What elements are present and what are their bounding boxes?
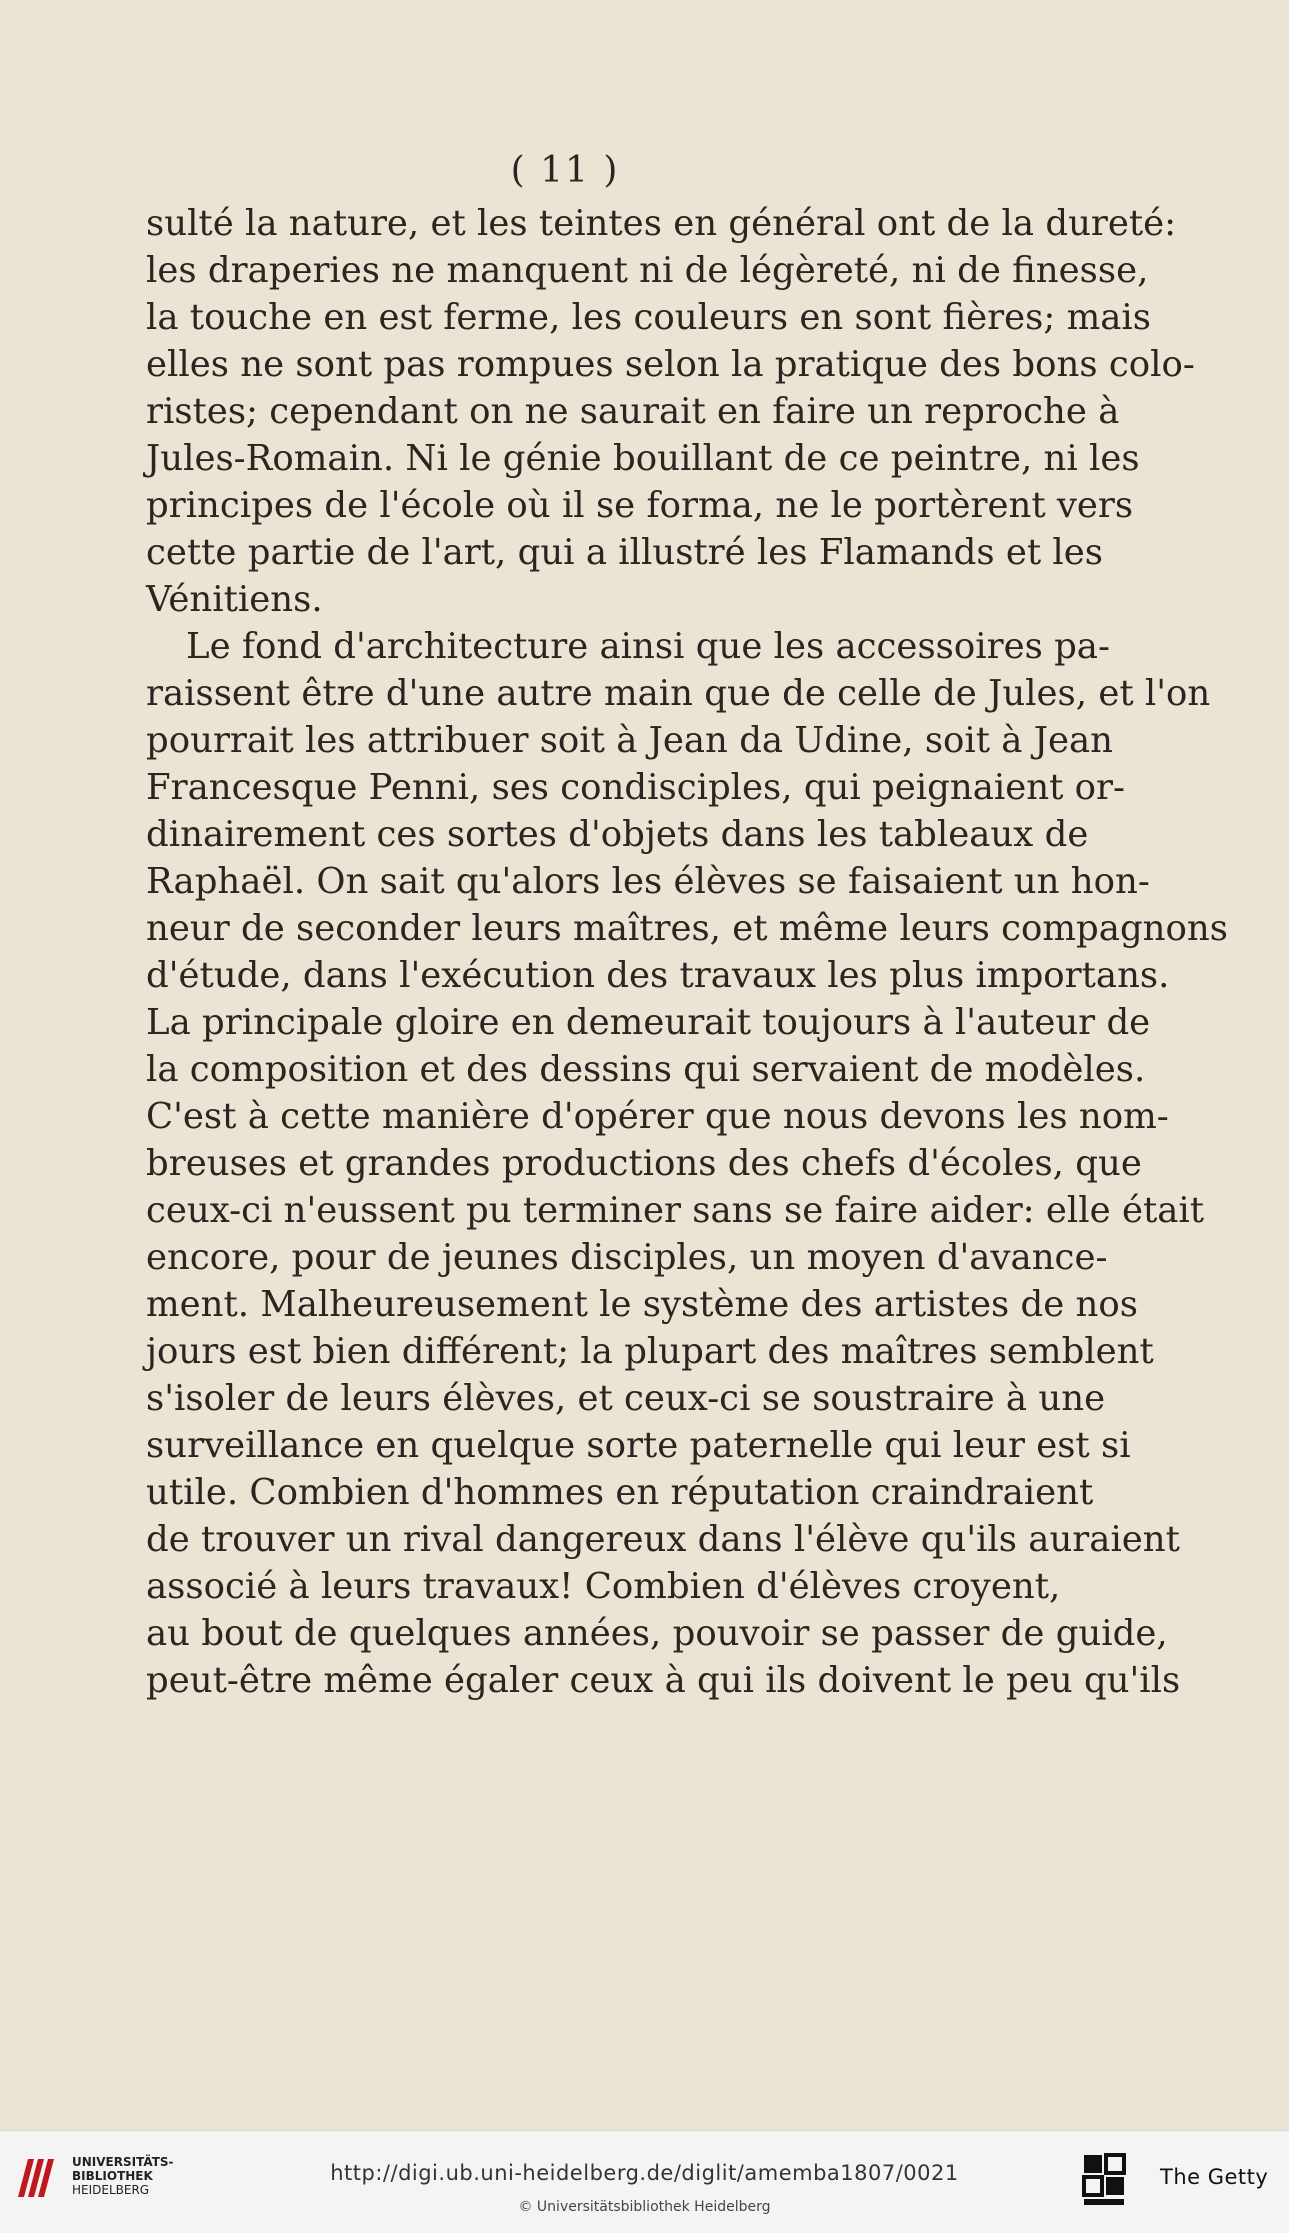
library-name-line: BIBLIOTHEK	[72, 2169, 153, 2183]
text-line: neur de seconder leurs maîtres, et même leurs compagnons	[146, 908, 1228, 949]
text-line: s'isoler de leurs élèves, et ceux-ci se soustraire à une	[146, 1378, 1106, 1419]
text-line: Jules-Romain. Ni le génie bouillant de ce peintre, ni les	[146, 438, 1140, 479]
copyright-notice: © Universitätsbibliothek Heidelberg	[518, 2199, 771, 2215]
viewer-footer	[0, 2130, 1289, 2233]
text-line: pourrait les attribuer soit à Jean da Udine, soit à Jean	[146, 720, 1114, 761]
text-line: Francesque Penni, ses condisciples, qui peignaient or-	[146, 767, 1126, 808]
text-line: au bout de quelques années, pouvoir se passer de guide,	[146, 1613, 1168, 1654]
text-line: peut-être même égaler ceux à qui ils doivent le peu qu'ils	[146, 1660, 1181, 1701]
text-line: La principale gloire en demeurait toujours à l'auteur de	[146, 1002, 1151, 1043]
text-line: raissent être d'une autre main que de celle de Jules, et l'on	[146, 673, 1211, 714]
text-line: ristes; cependant on ne saurait en faire un reproche à	[146, 391, 1120, 432]
body-text	[146, 200, 1228, 1704]
library-name-line: HEIDELBERG	[72, 2183, 150, 2197]
text-line: dinairement ces sortes d'objets dans les tableaux de	[146, 814, 1089, 855]
page-number: ( 11 )	[510, 150, 620, 191]
text-line: surveillance en quelque sorte paternelle qui leur est si	[146, 1425, 1131, 1466]
text-line: de trouver un rival dangereux dans l'élève qu'ils auraient	[146, 1519, 1180, 1560]
getty-name: The Getty	[1160, 2165, 1269, 2189]
text-line: breuses et grandes productions des chefs d'écoles, que	[146, 1143, 1142, 1184]
text-line: jours est bien différent; la plupart des maîtres semblent	[146, 1331, 1154, 1372]
text-line: la touche en est ferme, les couleurs en sont fières; mais	[146, 297, 1152, 338]
text-line: Vénitiens.	[146, 579, 323, 620]
getty-logo-icon	[1082, 2153, 1126, 2209]
text-line: associé à leurs travaux! Combien d'élèves croyent,	[146, 1566, 1061, 1607]
text-line: principes de l'école où il se forma, ne le portèrent vers	[146, 485, 1134, 526]
text-line: encore, pour de jeunes disciples, un moyen d'avance-	[146, 1237, 1108, 1278]
permalink-url[interactable]: http://digi.ub.uni-heidelberg.de/diglit/amemba1807/0021	[330, 2161, 959, 2185]
text-line: les draperies ne manquent ni de légèreté, ni de finesse,	[146, 250, 1149, 291]
text-line: sulté la nature, et les teintes en général ont de la dureté:	[146, 203, 1177, 244]
text-line: cette partie de l'art, qui a illustré les Flamands et les	[146, 532, 1104, 573]
text-line: d'étude, dans l'exécution des travaux les plus importans.	[146, 955, 1170, 996]
library-name-line: UNIVERSITÄTS-	[72, 2155, 174, 2169]
text-line: Raphaël. On sait qu'alors les élèves se faisaient un hon-	[146, 861, 1150, 902]
text-line: elles ne sont pas rompues selon la pratique des bons colo-	[146, 344, 1195, 385]
text-line: ceux-ci n'eussent pu terminer sans se faire aider: elle était	[146, 1190, 1204, 1231]
text-line: la composition et des dessins qui servaient de modèles.	[146, 1049, 1146, 1090]
text-line: Le fond d'architecture ainsi que les accessoires pa-	[186, 626, 1110, 667]
text-line: utile. Combien d'hommes en réputation craindraient	[146, 1472, 1094, 1513]
text-line: C'est à cette manière d'opérer que nous devons les nom-	[146, 1096, 1169, 1137]
text-line: ment. Malheureusement le système des artistes de nos	[146, 1284, 1138, 1325]
